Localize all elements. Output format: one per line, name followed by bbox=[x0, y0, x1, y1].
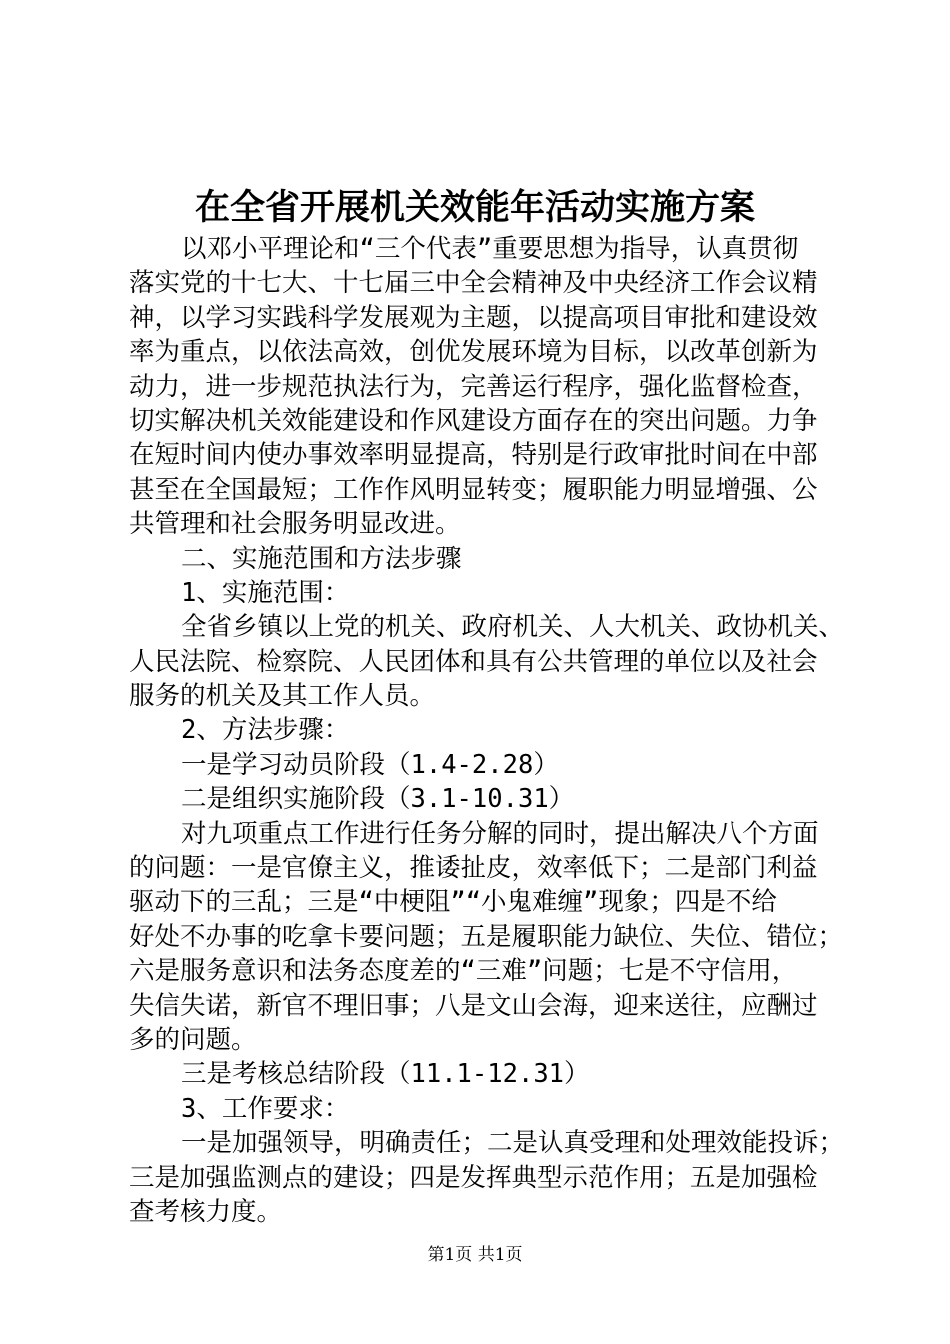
text-line: 失信失诺，新官不理旧事；八是文山会海，迎来送往，应酬过 bbox=[129, 990, 818, 1021]
text-line: 三是考核总结阶段（11.1-12.31） bbox=[181, 1059, 590, 1090]
text-line: 切实解决机关效能建设和作风建设方面存在的突出问题。力争 bbox=[129, 405, 818, 436]
text-line: 查考核力度。 bbox=[129, 1196, 283, 1227]
text-line: 一是加强领导，明确责任；二是认真受理和处理效能投诉； bbox=[181, 1128, 845, 1159]
text-line: 以邓小平理论和“三个代表”重要思想为指导，认真贯彻 bbox=[181, 234, 799, 264]
text-line: 二是组织实施阶段（3.1-10.31） bbox=[181, 784, 575, 815]
text-line: 动力，进一步规范执法行为，完善运行程序，强化监督检查， bbox=[129, 371, 818, 402]
text-line: 六是服务意识和法务态度差的“三难”问题；七是不守信用， bbox=[129, 956, 798, 987]
text-line: 共管理和社会服务明显改进。 bbox=[129, 509, 461, 540]
text-line: 落实党的十七大、十七届三中全会精神及中央经济工作会议精 bbox=[129, 268, 818, 299]
text-line: 3、工作要求： bbox=[181, 1093, 350, 1124]
document-title: 在全省开展机关效能年活动实施方案 bbox=[194, 187, 755, 228]
text-line: 率为重点，以依法高效，创优发展环境为目标，以改革创新为 bbox=[129, 337, 818, 368]
text-line: 的问题：一是官僚主义，推诿扯皮，效率低下；二是部门利益 bbox=[129, 853, 818, 884]
text-line: 三是加强监测点的建设；四是发挥典型示范作用；五是加强检 bbox=[129, 1162, 818, 1193]
text-line: 二、实施范围和方法步骤 bbox=[181, 543, 462, 574]
text-line: 全省乡镇以上党的机关、政府机关、人大机关、政协机关、 bbox=[181, 612, 845, 643]
page-footer: 第1页 共1页 bbox=[427, 1245, 523, 1265]
text-line: 一是学习动员阶段（1.4-2.28） bbox=[181, 749, 559, 780]
text-line: 神，以学习实践科学发展观为主题，以提高项目审批和建设效 bbox=[129, 302, 818, 333]
text-line: 好处不办事的吃拿卡要问题；五是履职能力缺位、失位、错位； bbox=[129, 921, 844, 952]
text-line: 多的问题。 bbox=[129, 1024, 257, 1055]
text-line: 1、实施范围： bbox=[181, 577, 350, 608]
text-line: 2、方法步骤： bbox=[181, 715, 350, 746]
text-line: 人民法院、检察院、人民团体和具有公共管理的单位以及社会 bbox=[129, 646, 818, 677]
text-line: 甚至在全国最短；工作作风明显转变；履职能力明显增强、公 bbox=[129, 474, 818, 505]
text-line: 服务的机关及其工作人员。 bbox=[129, 681, 436, 712]
text-line: 在短时间内使办事效率明显提高，特别是行政审批时间在中部 bbox=[129, 440, 818, 471]
text-line: 对九项重点工作进行任务分解的同时，提出解决八个方面 bbox=[181, 818, 819, 849]
text-line: 驱动下的三乱；三是“中梗阻”“小鬼难缠”现象；四是不给 bbox=[129, 887, 777, 918]
document-body bbox=[129, 232, 845, 1229]
